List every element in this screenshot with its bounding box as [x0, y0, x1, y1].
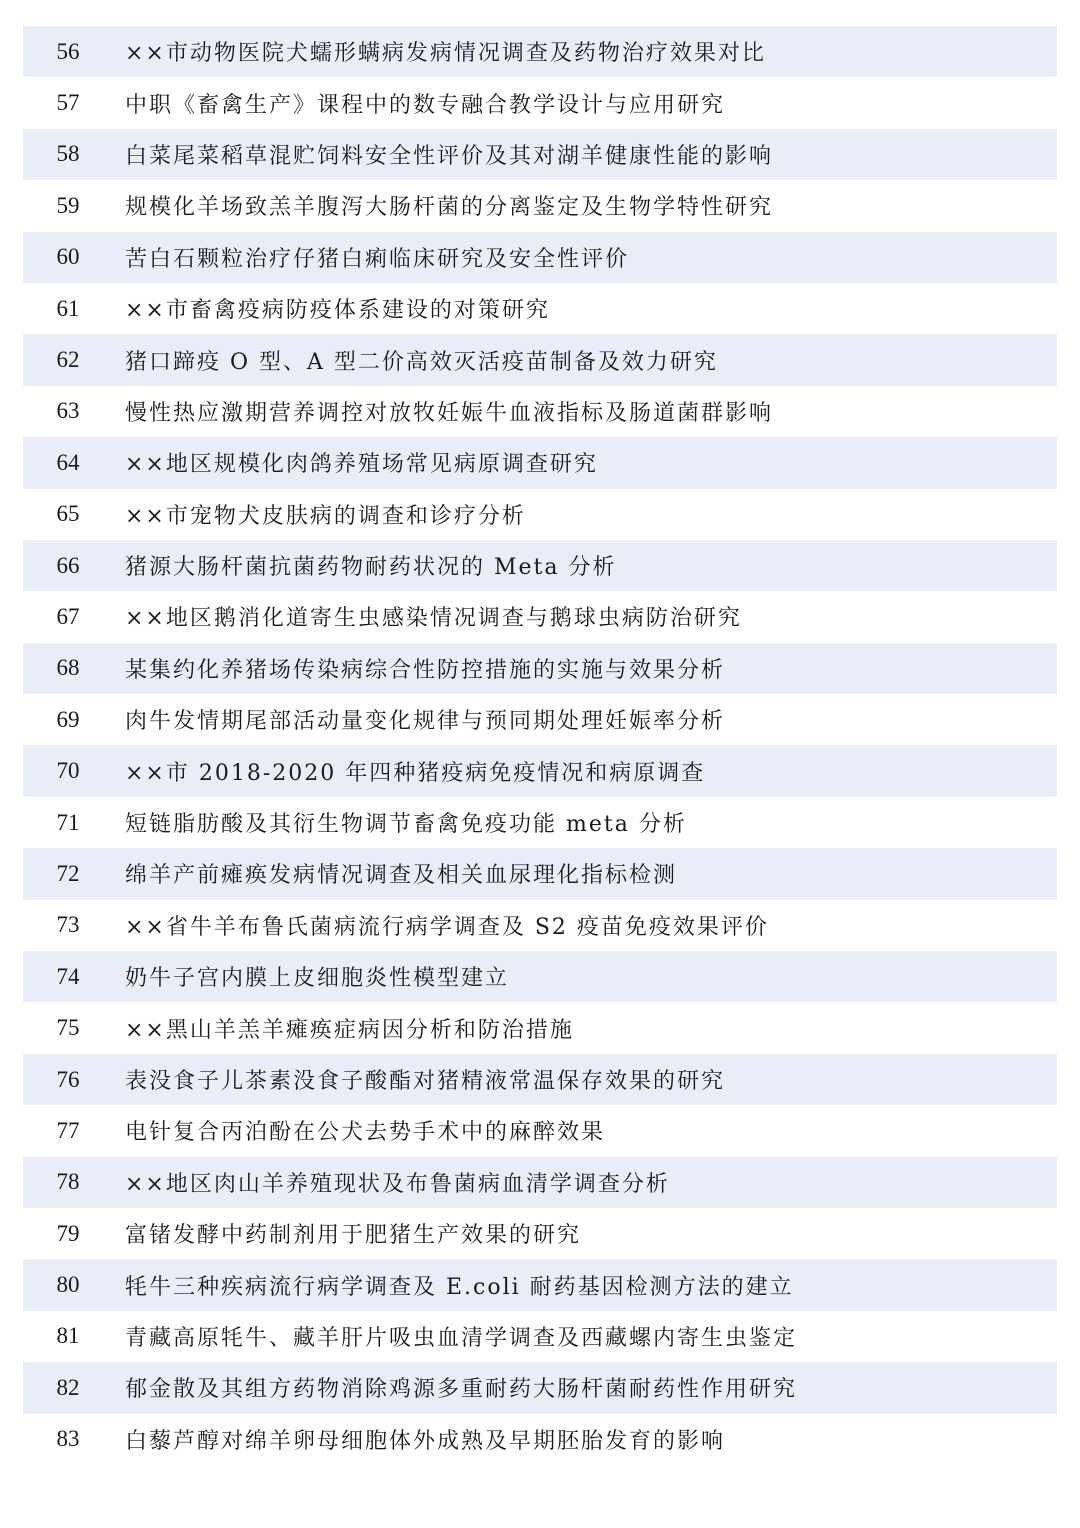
- table-row: [23, 951, 1057, 1002]
- table-row: [23, 334, 1057, 385]
- row-number: 69: [56, 706, 80, 732]
- table-row: [23, 1311, 1057, 1362]
- row-title: 苦白石颗粒治疗仔猪白痢临床研究及安全性评价: [125, 246, 630, 272]
- row-title: 郁金散及其组方药物消除鸡源多重耐药大肠杆菌耐药性作用研究: [125, 1377, 798, 1403]
- row-number: 71: [56, 809, 80, 835]
- row-title: 慢性热应激期营养调控对放牧妊娠牛血液指标及肠道菌群影响: [125, 400, 774, 426]
- row-number: 67: [56, 603, 80, 629]
- table-row: [23, 540, 1057, 591]
- row-number: 57: [56, 90, 80, 116]
- row-title: 规模化羊场致羔羊腹泻大肠杆菌的分离鉴定及生物学特性研究: [125, 195, 774, 221]
- row-number: 60: [56, 244, 80, 270]
- row-title: 白菜尾菜稻草混贮饲料安全性评价及其对湖羊健康性能的影响: [125, 143, 774, 169]
- row-title: 牦牛三种疾病流行病学调查及 E.coli 耐药基因检测方法的建立: [125, 1274, 794, 1300]
- row-title: ××市宠物犬皮肤病的调查和诊疗分析: [125, 503, 526, 529]
- table-row: [23, 232, 1057, 283]
- row-number: 79: [56, 1220, 80, 1246]
- row-number: 80: [56, 1272, 80, 1298]
- row-title: ××市畜禽疫病防疫体系建设的对策研究: [125, 298, 550, 324]
- row-number: 83: [56, 1426, 80, 1452]
- row-number: 77: [56, 1117, 80, 1143]
- row-number: 75: [56, 1015, 80, 1041]
- table-row: [23, 1208, 1057, 1259]
- table-row: [23, 643, 1057, 694]
- table-row: [23, 77, 1057, 128]
- row-number: 66: [56, 552, 80, 578]
- table-row: [23, 797, 1057, 848]
- table-row: [23, 1414, 1057, 1465]
- table-row: [23, 437, 1057, 488]
- table-row: [23, 1054, 1057, 1105]
- row-title: 绵羊产前瘫痪发病情况调查及相关血尿理化指标检测: [125, 863, 678, 889]
- row-title: 富锗发酵中药制剂用于肥猪生产效果的研究: [125, 1223, 582, 1249]
- row-title: 中职《畜禽生产》课程中的数专融合教学设计与应用研究: [125, 92, 726, 118]
- row-title: ××地区鹅消化道寄生虫感染情况调查与鹅球虫病防治研究: [125, 606, 742, 632]
- table-row: [23, 591, 1057, 642]
- row-title: ××省牛羊布鲁氏菌病流行病学调查及 S2 疫苗免疫效果评价: [125, 914, 769, 940]
- row-number: 78: [56, 1169, 80, 1195]
- table-row: [23, 900, 1057, 951]
- row-number: 63: [56, 398, 80, 424]
- row-number: 68: [56, 655, 80, 681]
- table-row: [23, 386, 1057, 437]
- row-title: 奶牛子宫内膜上皮细胞炎性模型建立: [125, 966, 510, 992]
- table-row: [23, 283, 1057, 334]
- table-row: [23, 129, 1057, 180]
- row-number: 73: [56, 912, 80, 938]
- row-title: 肉牛发情期尾部活动量变化规律与预同期处理妊娠率分析: [125, 709, 726, 735]
- row-number: 74: [56, 963, 80, 989]
- row-title: 某集约化养猪场传染病综合性防控措施的实施与效果分析: [125, 657, 726, 683]
- row-title: ××市 2018-2020 年四种猪疫病免疫情况和病原调查: [125, 760, 706, 786]
- row-number: 64: [56, 449, 80, 475]
- row-title: 青藏高原牦牛、藏羊肝片吸虫血清学调查及西藏螺内寄生虫鉴定: [125, 1325, 798, 1351]
- row-number: 82: [56, 1374, 80, 1400]
- table-row: [23, 848, 1057, 899]
- row-title: ××市动物医院犬蠕形螨病发病情况调查及药物治疗效果对比: [125, 41, 766, 67]
- table-row: [23, 1105, 1057, 1156]
- topic-table: [23, 26, 1057, 1465]
- row-number: 72: [56, 860, 80, 886]
- row-title: 猪源大肠杆菌抗菌药物耐药状况的 Meta 分析: [125, 555, 617, 581]
- row-title: 电针复合丙泊酚在公犬去势手术中的麻醉效果: [125, 1120, 606, 1146]
- row-number: 56: [56, 38, 80, 64]
- row-title: 短链脂肪酸及其衍生物调节畜禽免疫功能 meta 分析: [125, 812, 687, 838]
- row-title: ××黑山羊羔羊瘫痪症病因分析和防治措施: [125, 1017, 574, 1043]
- row-number: 65: [56, 501, 80, 527]
- row-title: ××地区肉山羊养殖现状及布鲁菌病血清学调查分析: [125, 1171, 670, 1197]
- row-number: 62: [56, 347, 80, 373]
- row-title: 表没食子儿茶素没食子酸酯对猪精液常温保存效果的研究: [125, 1069, 726, 1094]
- row-title: ××地区规模化肉鸽养殖场常见病原调查研究: [125, 452, 598, 478]
- table-row: [23, 694, 1057, 745]
- row-number: 58: [56, 141, 80, 167]
- table-row: [23, 1259, 1057, 1310]
- table-row: [23, 180, 1057, 231]
- row-number: 81: [56, 1323, 80, 1349]
- row-title: 猪口蹄疫 O 型、A 型二价高效灭活疫苗制备及效力研究: [125, 349, 718, 375]
- table-row: [23, 1002, 1057, 1053]
- row-number: 61: [56, 295, 80, 321]
- table-row: [23, 489, 1057, 540]
- table-row: [23, 745, 1057, 796]
- table-row: [23, 26, 1057, 77]
- table-row: [23, 1157, 1057, 1208]
- row-number: 70: [56, 758, 80, 784]
- table-row: [23, 1362, 1057, 1413]
- row-number: 76: [56, 1066, 80, 1092]
- row-title: 白藜芦醇对绵羊卵母细胞体外成熟及早期胚胎发育的影响: [125, 1428, 726, 1454]
- row-number: 59: [56, 192, 80, 218]
